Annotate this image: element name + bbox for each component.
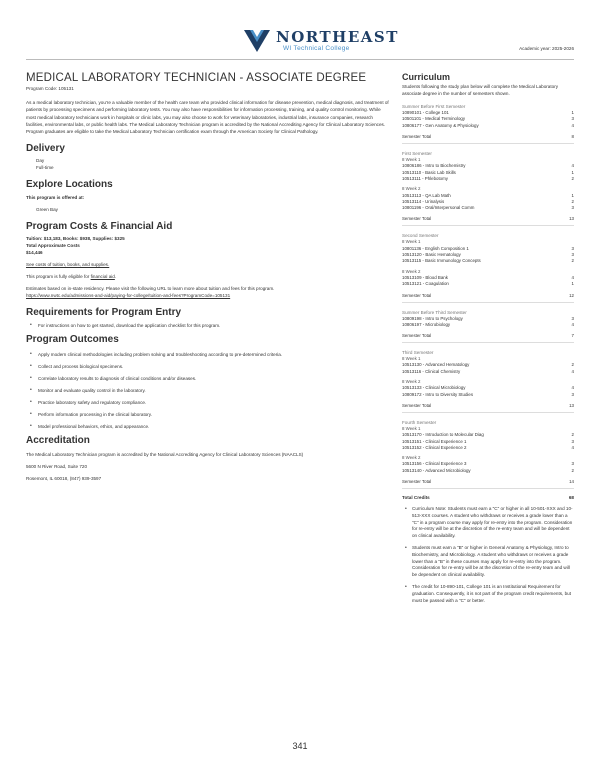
- course-name: 10809172 - Intro to Diversity Studies: [402, 391, 474, 397]
- course-credits: 1: [571, 110, 574, 116]
- course-credits: 3: [571, 438, 574, 444]
- list-item: • For instructions on how to get started, download the application checklist for this program.: [26, 322, 390, 329]
- curriculum-heading: Curriculum: [402, 72, 451, 82]
- tuition-url-link[interactable]: https://www.nwtc.edu/admissions-and-aid/paying-for-college/tuition-and-fees?ProgramCode=105131: [26, 293, 231, 299]
- semester-total-value: 13: [569, 402, 574, 408]
- course-row: [402, 445, 574, 451]
- course-name: 10513140 - Advanced Microbiology: [402, 467, 471, 473]
- semester-total-label: Semester Total: [402, 216, 432, 222]
- see-costs-link[interactable]: See costs of tuition, books, and supplies.: [26, 262, 110, 268]
- semester-title: Second Semester: [402, 233, 439, 239]
- course-credits: 3: [571, 391, 574, 397]
- course-credits: 4: [571, 368, 574, 374]
- course-credits: 2: [571, 467, 574, 473]
- course-name: 10513120 - Basic Hematology: [402, 252, 461, 258]
- list-item: • Collect and process biological specimens.: [26, 363, 390, 370]
- semester-block: [402, 104, 574, 144]
- course-credits: 3: [571, 116, 574, 122]
- course-name: 10513116 - Clinical Chemistry: [402, 368, 461, 374]
- requirements-list: [26, 322, 390, 329]
- term-label: 8 Week 2: [402, 268, 421, 274]
- total-credits-row: [402, 495, 574, 500]
- course-credits: 4: [571, 321, 574, 327]
- semester-block: [402, 151, 574, 226]
- program-title: MEDICAL LABORATORY TECHNICIAN - ASSOCIATE DEGREE: [26, 72, 367, 84]
- total-costs-value: $14,446: [26, 250, 43, 256]
- term-label: 8 Week 1: [402, 239, 421, 245]
- course-row: [402, 322, 574, 328]
- logo-text: NORTHEAST: [276, 28, 399, 46]
- list-item: • Students must earn a "B" or higher in General Anatomy & Physiology, Intro to Biochemistry, and Microbiology. A student who withdraws or receives a grade lower than a "B" in these courses may apply for re-entry into the program. Consideration for re-entry will be at the discretion of the re-entry team and will be dependent on clinical availability.: [402, 545, 574, 579]
- page-header: [0, 24, 600, 64]
- northeast-logo-icon: [242, 28, 272, 54]
- semester-list: [402, 104, 574, 489]
- header-divider: [26, 59, 574, 60]
- course-credits: 4: [571, 274, 574, 280]
- outcomes-list: [26, 351, 390, 430]
- course-credits: 4: [571, 163, 574, 169]
- semester-title: Third Semester: [402, 350, 434, 356]
- list-item: • Apply modern clinical methodologies including problem solving and troubleshooting according to pre-determined criteria.: [26, 351, 390, 358]
- course-credits: 1: [571, 192, 574, 198]
- semester-block: [402, 233, 574, 302]
- course-name: 10513130 - Advanced Hematology: [402, 362, 470, 368]
- financial-aid-end: .: [114, 274, 117, 280]
- semester-title: First Semester: [402, 151, 432, 157]
- semester-title: Summer Before Third Semester: [402, 309, 467, 315]
- term-label: 8 Week 1: [402, 425, 421, 431]
- course-credits: 1: [571, 281, 574, 287]
- course-credits: 4: [571, 444, 574, 450]
- course-name: 10806186 - Intro to Biochemistry: [402, 163, 466, 169]
- accreditation-heading: Accreditation: [26, 435, 90, 447]
- delivery-heading: Delivery: [26, 143, 65, 155]
- semester-total-label: Semester Total: [402, 478, 432, 484]
- course-row: [402, 205, 574, 211]
- total-costs-label: Total Approximate Costs: [26, 243, 80, 249]
- semester-total-value: 14: [569, 478, 574, 484]
- course-name: 10513156 - Clinical Experience 3: [402, 461, 467, 467]
- semester-block: [402, 420, 574, 489]
- requirements-heading: Requirements for Program Entry: [26, 307, 182, 319]
- course-name: 10809198 - Intro to Psychology: [402, 315, 463, 321]
- delivery-item: Full-time: [36, 165, 54, 171]
- program-details-column: [26, 72, 390, 482]
- semester-total-label: Semester Total: [402, 292, 432, 298]
- semester-total-value: 7: [571, 333, 574, 339]
- semester-block: [402, 350, 574, 413]
- course-name: 10801136 - English Composition 1: [402, 245, 469, 251]
- semester-title: Fourth Semester: [402, 419, 437, 425]
- course-credits: 3: [571, 315, 574, 321]
- financial-aid-line: [26, 273, 390, 280]
- semester-total-row: [402, 333, 574, 343]
- course-name: 10513114 - Urinalysis: [402, 198, 445, 204]
- accreditation-address: 5600 N River Road, Suite 720: [26, 464, 88, 470]
- course-credits: 3: [571, 461, 574, 467]
- course-name: 10806197 - Microbiology: [402, 321, 451, 327]
- semester-total-label: Semester Total: [402, 134, 432, 140]
- course-name: 10513111 - Phlebotomy: [402, 175, 448, 181]
- course-name: 10513133 - Clinical Microbiology: [402, 385, 466, 391]
- list-item: • Model professional behaviors, ethics, and appearance.: [26, 423, 390, 430]
- semester-total-row: [402, 479, 574, 489]
- course-row: [402, 258, 574, 264]
- course-row: [402, 123, 574, 129]
- total-credits-label: Total Credits: [402, 494, 430, 500]
- list-item: • Practice laboratory safety and regulatory compliance.: [26, 399, 390, 406]
- semester-block: [402, 310, 574, 344]
- accreditation-city: Rosemont, IL 60018, (847) 939-3597: [26, 476, 102, 482]
- course-credits: 2: [571, 258, 574, 264]
- curriculum-notes: [402, 506, 574, 604]
- semester-total-row: [402, 293, 574, 303]
- offered-at-label: This program is offered at:: [26, 195, 85, 201]
- list-item: • Perform information processing in the clinical laboratory.: [26, 411, 390, 418]
- semester-total-label: Semester Total: [402, 333, 432, 339]
- estimates-text: Estimates based on in-state residency. Please visit the following URL to learn more about tuition and fees for this program.: [26, 286, 275, 292]
- semester-title: Summer Before First Semester: [402, 104, 466, 110]
- location-item: Green Bay: [36, 207, 58, 213]
- program-code: Program Code: 105131: [26, 86, 74, 92]
- semester-total-value: 8: [571, 134, 574, 140]
- page-number: 341: [292, 741, 308, 751]
- course-row: [402, 176, 574, 182]
- curriculum-column: [402, 72, 574, 609]
- course-row: [402, 392, 574, 398]
- course-credits: 2: [571, 175, 574, 181]
- course-name: 10513151 - Clinical Experience 1: [402, 438, 467, 444]
- semester-total-row: [402, 216, 574, 226]
- costs-heading: Program Costs & Financial Aid: [26, 221, 173, 233]
- total-credits-value: 68: [568, 494, 574, 500]
- delivery-item: Day: [36, 158, 45, 164]
- term-label: 8 Week 2: [402, 186, 421, 192]
- academic-year: Academic year: 2025-2026: [519, 46, 574, 51]
- course-name: 10890101 - College 101: [402, 110, 449, 116]
- curriculum-intro: Students following the study plan below will complete the Medical Laboratory associate degree in the number of semesters shown.: [402, 84, 559, 96]
- course-name: 10513109 - Blood Bank: [402, 274, 448, 280]
- term-label: 8 Week 2: [402, 455, 421, 461]
- course-credits: 4: [571, 122, 574, 128]
- course-row: [402, 281, 574, 287]
- course-row: [402, 468, 574, 474]
- course-credits: 2: [571, 432, 574, 438]
- financial-aid-text: This program is fully eligible for: [26, 274, 91, 280]
- semester-total-label: Semester Total: [402, 402, 432, 408]
- outcomes-heading: Program Outcomes: [26, 334, 119, 346]
- course-credits: 4: [571, 385, 574, 391]
- course-name: 10513115 - Basic Immunology Concepts: [402, 258, 481, 264]
- logo-subtitle: WI Technical College: [283, 45, 350, 52]
- course-credits: 3: [571, 252, 574, 258]
- course-name: 10513110 - Basic Lab Skills: [402, 169, 456, 175]
- semester-total-value: 12: [569, 292, 574, 298]
- course-credits: 1: [571, 169, 574, 175]
- course-name: 10513113 - QA Lab Math: [402, 192, 451, 198]
- course-name: 10801196 - Oral/Interpersonal Comm: [402, 205, 475, 211]
- term-label: 8 Week 1: [402, 157, 421, 163]
- semester-total-row: [402, 134, 574, 144]
- tuition-line: Tuition: $13,183, Books: $938, Supplies: $325: [26, 236, 125, 242]
- course-credits: 3: [571, 205, 574, 211]
- accreditation-text: The Medical Laboratory Technician program is accredited by the National Accrediting Agency for Clinical Laboratory Sciences (NAACLS): [26, 452, 304, 458]
- course-name: 10513152 - Clinical Experience 2: [402, 444, 467, 450]
- locations-heading: Explore Locations: [26, 179, 113, 191]
- term-label: 8 Week 2: [402, 379, 421, 385]
- course-row: [402, 369, 574, 375]
- semester-total-row: [402, 403, 574, 413]
- delivery-list: [26, 157, 390, 171]
- course-name: 10806177 - Gen Anatomy & Physiology: [402, 122, 479, 128]
- program-description: As a medical laboratory technician, you're a valuable member of the health care team who provided clinical information for disease prevention, medical diagnosis, and treatment of patients by processing specimens and performing laboratory tests. You may also have responsibilities for information processing, training, and quality control monitoring. While most medical laboratory technicians work in hospitals or clinic labs, you may also choose to work for veterinary laboratories, industrial labs, insurance companies, research facilities, environmental labs, or public health labs. The Medical Laboratory Technician program is accredited by the National Accrediting Agency for Clinical Laboratory Sciences. Program graduates are eligible to take the Medical Laboratory Technician certification exam through the American Society for Clinical Pathology.: [26, 100, 389, 135]
- semester-total-value: 13: [569, 216, 574, 222]
- term-label: 8 Week 1: [402, 356, 421, 362]
- course-name: 10513170 - Introduction to Molecular Diag: [402, 432, 484, 438]
- course-credits: 2: [571, 198, 574, 204]
- course-credits: 3: [571, 245, 574, 251]
- list-item: • Monitor and evaluate quality control in the laboratory.: [26, 387, 390, 394]
- list-item: • Correlate laboratory results to diagnosis of clinical conditions and/or diseases.: [26, 375, 390, 382]
- course-name: 10501101 - Medical Terminology: [402, 116, 466, 122]
- list-item: • The credit for 10-890-101, College 101 is an Institutional Requirement for graduation. Consequently, it is not part of the program credit requirements, but must be passed with a "C" or better.: [402, 584, 574, 604]
- course-name: 10513121 - Coagulation: [402, 281, 449, 287]
- list-item: • Curriculum Note: Students must earn a "C" or higher in all 10-501-XXX and 10-513-XXX courses. A student who withdraws or receives a grade lower than a "C" in a program course may apply for re-entry into the program. Consideration for re-entry will be at the discretion of the re-entry team and will be dependent on clinical availability.: [402, 506, 574, 540]
- financial-aid-link[interactable]: financial aid: [90, 274, 115, 280]
- course-credits: 2: [571, 362, 574, 368]
